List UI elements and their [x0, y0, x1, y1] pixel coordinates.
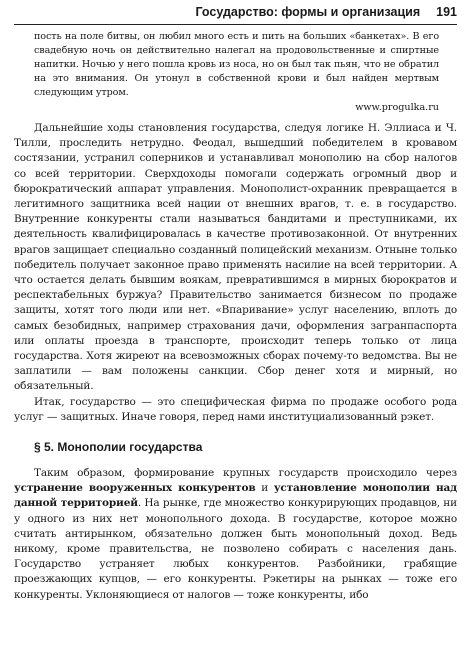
- section-heading: § 5. Монополии государства: [34, 440, 203, 454]
- paragraph: Итак, государство — это специфическая фирма по продаже особого рода услуг — защитных. Иначе говоря, перед нами институциализованный рэкет.: [14, 395, 457, 423]
- page-number: 191: [436, 5, 457, 19]
- bold-term: устранение вооруженных конкурентов: [14, 482, 256, 495]
- quote-source: www.progulka.ru: [355, 102, 439, 113]
- paragraph: Дальнейшие ходы становления государства, следуя логике Н. Эллиаса и Ч. Тилли, проследить нетрудно. Феодал, вышедший победителем в кровавом состязании, устранил соперников и устанавливал монополию на сбор налогов со всей территории. Сверхдоходы помогали содержать огромный двор и бюрократический аппарат управления. Монополист-охранник превращается в легитимного защитника всей нации от внешних врагов, т. е. в государство. Внутренние конкуренты стали называться бандитами и преступниками, их деятельность квалифицировалась в качестве противозаконной. От внутренних врагов защищает специально созданный полицейский механизм. Отныне только победитель получает законное право применять насилие на всей территории. А что остается делать бывшим воякам, превратившимся в мирных бюрократов и респектабельных буржуа? Правительство занимается бизнесом по продаже защиты, хотят того люди или нет. «Впаривание» услуг населению, вплоть до самых безобидных, например страхования дачи, оформления загранпаспорта или оплаты проезда в транспорте, происходит теперь только от лица государства. Хотя жиреют на всевозможных сборах почему-то ведомства. Вы не заплатили — вам положены санкции. Сбор денег хотя и мирный, но обязательный.: [14, 122, 457, 393]
- text-run: и: [255, 482, 274, 495]
- running-title: Государство: формы и организация: [195, 5, 421, 19]
- section-text: [14, 466, 457, 603]
- running-header: [14, 0, 457, 25]
- bold-term: установление монополии над данной территорией: [14, 482, 457, 510]
- paragraph: [14, 466, 457, 603]
- text-run: . На рынке, где множество конкурирующих продавцов, ни у одного из них нет монопольного дохода. В государстве, которое можно считать антирынком, обязательно должен быть монопольный доход. Ведь никому, кроме правительства, не позволено собирать с населения дань. Государство устраняет любых конкурентов. Разбойники, грабящие проезжающих купцов, — его конкуренты. Рэкетиры на рынках — тоже его конкуренты. Уклоняющиеся от налогов — тоже конкуренты, ибо: [14, 497, 458, 601]
- main-text: [14, 121, 457, 425]
- text-run: Таким образом, формирование крупных государств происходило через: [34, 467, 457, 479]
- quote-text: пость на поле битвы, он любил много есть и пить на больших «банкетах». В его свадебную ночь он действительно налегал на продовольственные и спиртные напитки. Ночью у него пошла кровь из носа, но он был так пьян, что не обратил на это внимания. Он утонул в собственной крови и был найден мертвым следующим утром.: [34, 31, 439, 98]
- quote-block: [34, 30, 439, 100]
